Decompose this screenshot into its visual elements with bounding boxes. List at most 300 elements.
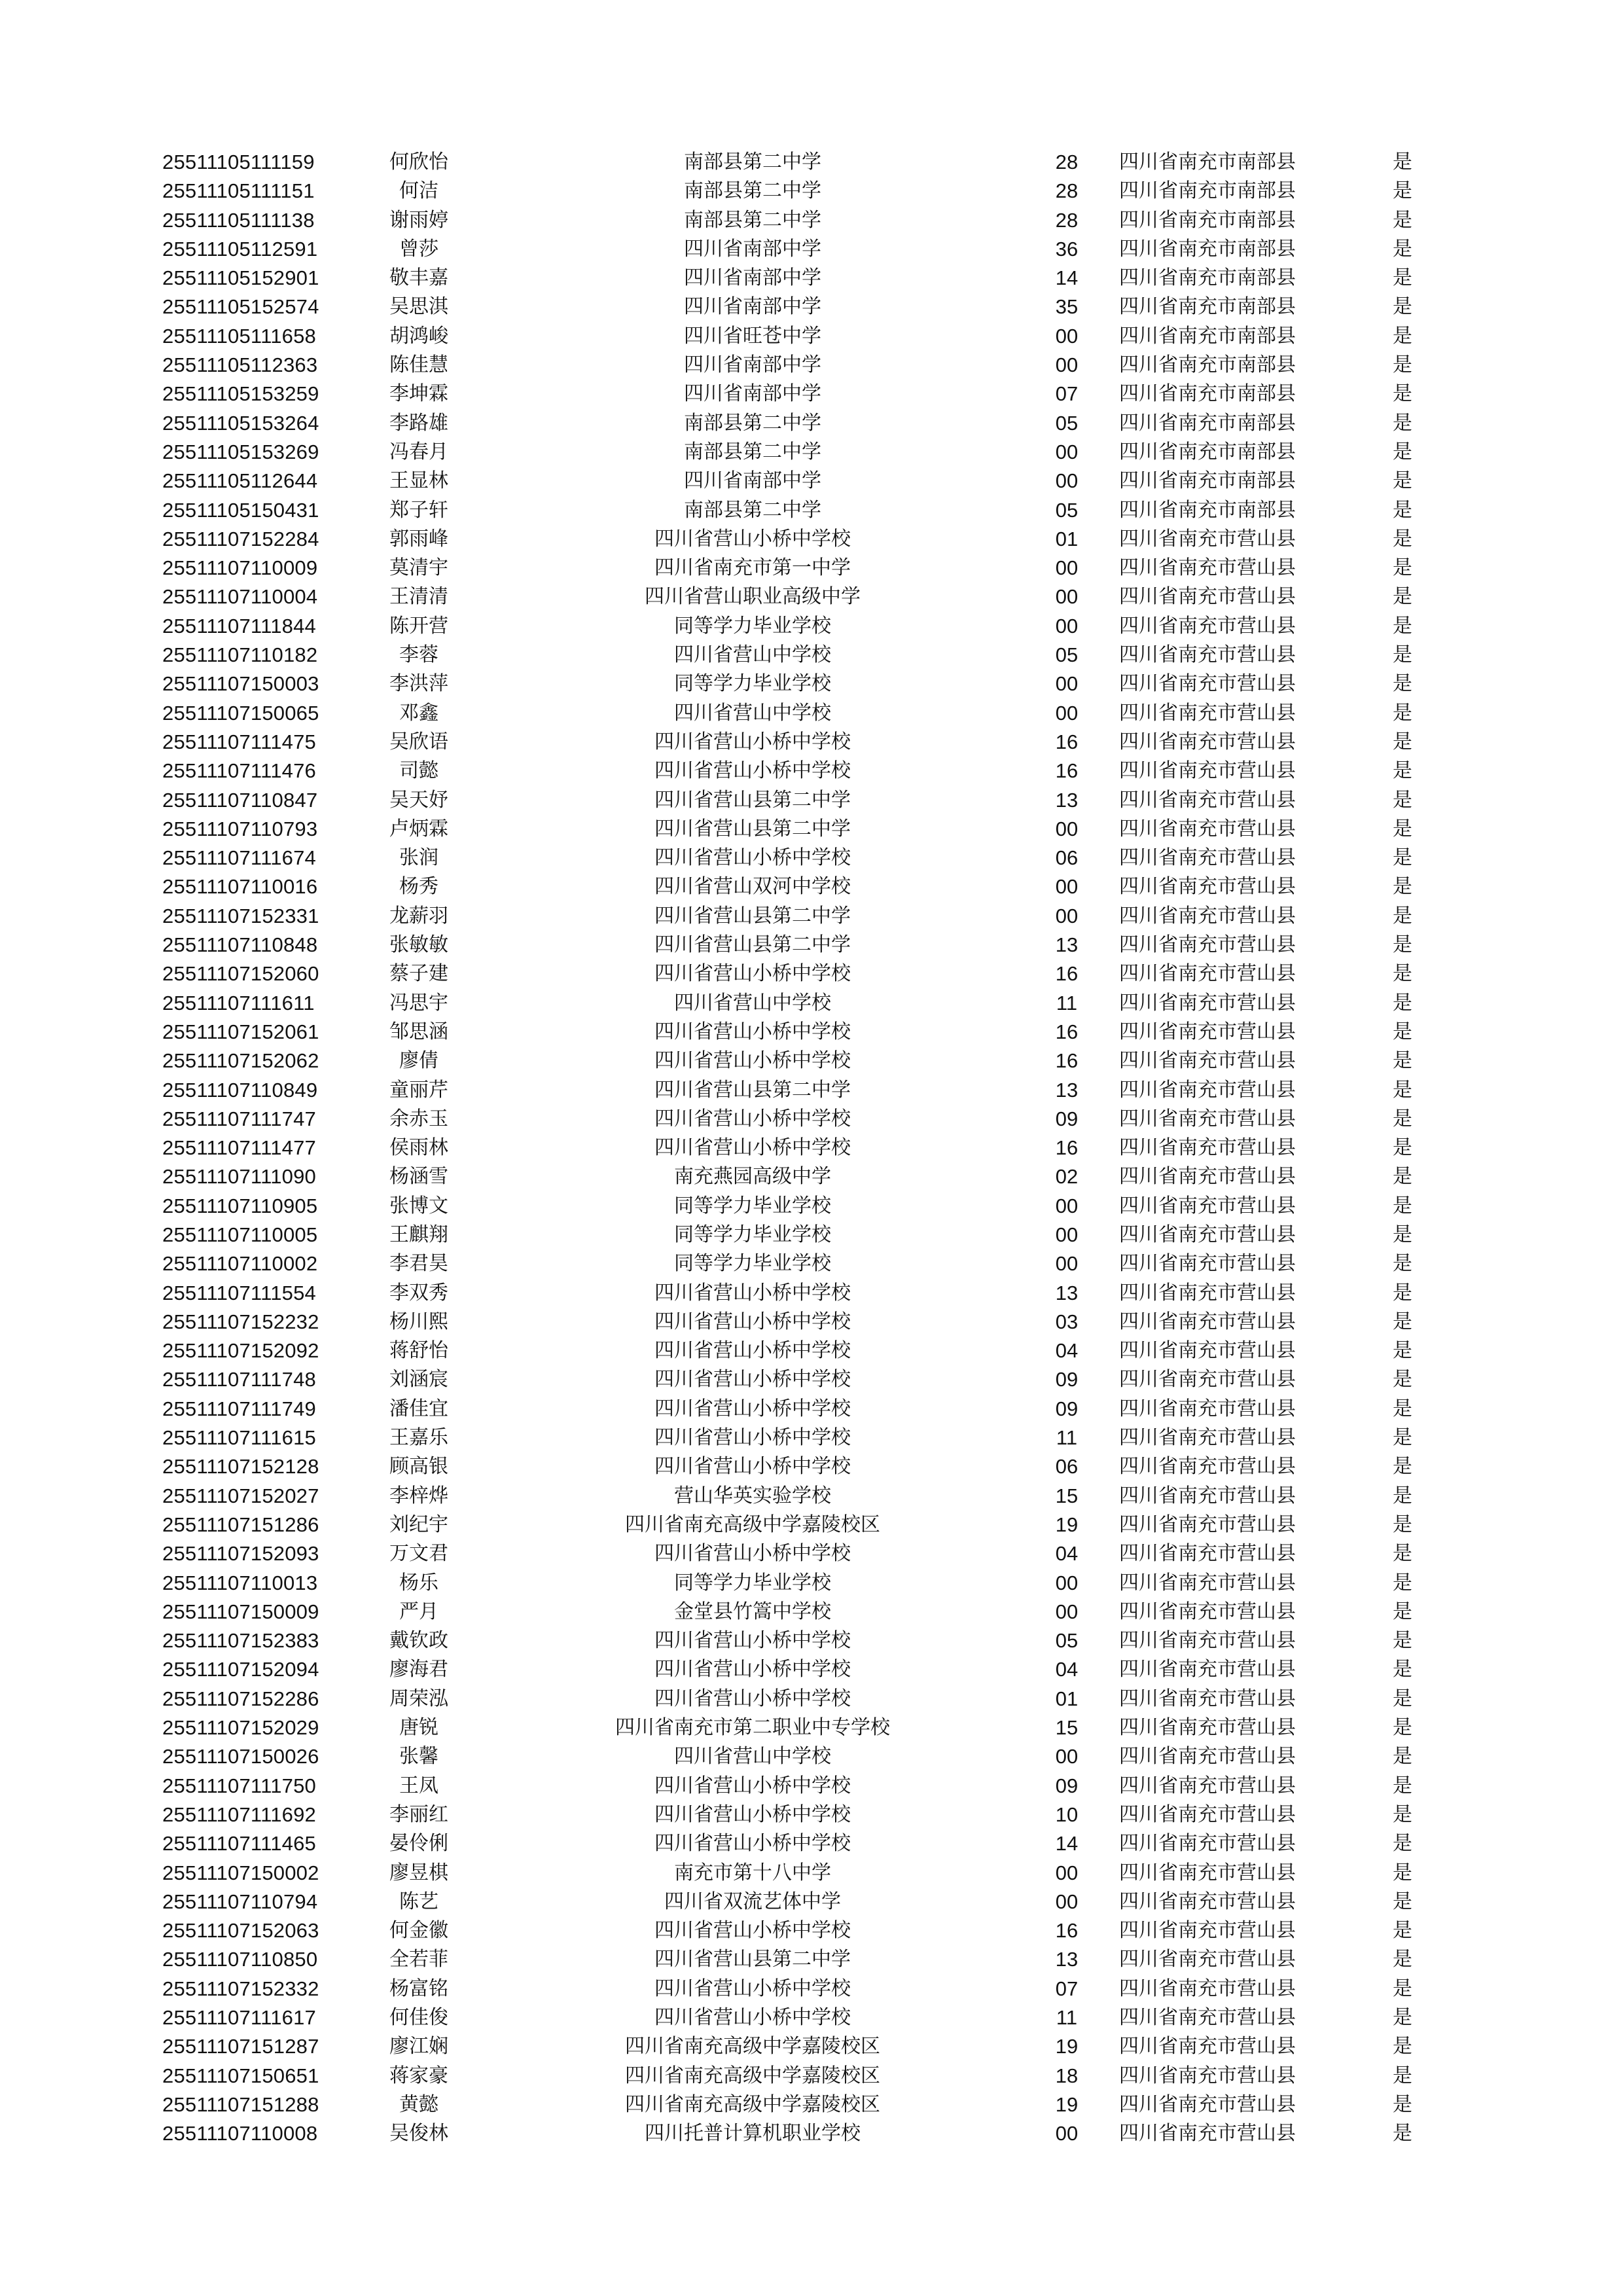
student-name: 余赤玉 — [389, 1107, 448, 1130]
class-code: 00 — [1055, 1861, 1079, 1884]
region: 四川省南充市营山县 — [1119, 730, 1296, 753]
student-name: 童丽芹 — [389, 1078, 448, 1102]
status-flag: 是 — [1393, 1049, 1412, 1073]
table-row — [0, 1336, 1623, 1365]
student-name: 唐锐 — [399, 1716, 438, 1740]
student-list — [0, 148, 1623, 2148]
status-flag: 是 — [1393, 208, 1412, 232]
status-flag: 是 — [1393, 1948, 1412, 1971]
class-code: 03 — [1055, 1310, 1079, 1333]
class-code: 09 — [1055, 1774, 1079, 1797]
status-flag: 是 — [1393, 817, 1412, 840]
exam-number: 25511107150003 — [162, 672, 319, 696]
class-code: 13 — [1055, 1948, 1079, 1971]
student-name: 侯雨林 — [389, 1136, 448, 1160]
school-name: 四川省营山小桥中学校 — [654, 1426, 851, 1450]
student-name: 全若菲 — [389, 1948, 448, 1971]
class-code: 36 — [1055, 237, 1079, 260]
student-name: 杨涵雪 — [389, 1165, 448, 1189]
school-name: 四川省营山中学校 — [674, 1745, 831, 1768]
class-code: 13 — [1055, 1281, 1079, 1304]
student-name: 周荣泓 — [389, 1687, 448, 1710]
class-code: 35 — [1055, 295, 1079, 319]
school-name: 四川省营山小桥中学校 — [654, 846, 851, 870]
student-name: 莫清宇 — [389, 556, 448, 580]
table-row — [0, 264, 1623, 293]
region: 四川省南充市南部县 — [1119, 440, 1296, 463]
exam-number: 25511105112644 — [162, 469, 318, 493]
status-flag: 是 — [1393, 1165, 1412, 1189]
class-code: 06 — [1055, 1455, 1079, 1479]
student-name: 张敏敏 — [389, 933, 448, 957]
school-name: 四川省营山中学校 — [674, 991, 831, 1014]
exam-number: 25511107111554 — [162, 1281, 316, 1304]
class-code: 07 — [1055, 382, 1079, 406]
region: 四川省南充市营山县 — [1119, 1716, 1296, 1740]
status-flag: 是 — [1393, 440, 1412, 463]
table-row — [0, 728, 1623, 757]
status-flag: 是 — [1393, 643, 1412, 667]
student-name: 郭雨峰 — [389, 527, 448, 550]
table-row — [0, 1742, 1623, 1771]
class-code: 01 — [1055, 1687, 1079, 1710]
region: 四川省南充市营山县 — [1119, 1484, 1296, 1507]
student-name: 张博文 — [389, 1194, 448, 1217]
class-code: 00 — [1055, 556, 1079, 580]
table-row — [0, 1713, 1623, 1742]
class-code: 00 — [1055, 353, 1079, 377]
table-row — [0, 1249, 1623, 1278]
exam-number: 25511105112591 — [162, 237, 318, 260]
student-name: 李路雄 — [389, 411, 448, 435]
school-name: 四川省营山中学校 — [674, 643, 831, 667]
student-name: 邓鑫 — [399, 701, 438, 725]
region: 四川省南充市营山县 — [1119, 1252, 1296, 1276]
status-flag: 是 — [1393, 1484, 1412, 1507]
school-name: 南部县第二中学 — [684, 498, 821, 522]
exam-number: 25511105111658 — [162, 324, 316, 348]
student-name: 龙薪羽 — [389, 904, 448, 927]
region: 四川省南充市南部县 — [1119, 151, 1296, 173]
student-name: 潘佳宜 — [389, 1397, 448, 1420]
student-name: 杨乐 — [399, 1571, 438, 1594]
region: 四川省南充市营山县 — [1119, 643, 1296, 667]
student-name: 廖海君 — [389, 1658, 448, 1681]
exam-number: 25511107152061 — [162, 1020, 319, 1043]
school-name: 四川省营山县第二中学 — [654, 788, 851, 812]
exam-number: 25511107110182 — [162, 643, 318, 667]
class-code: 04 — [1055, 1542, 1079, 1566]
exam-number: 25511107152029 — [162, 1716, 319, 1740]
table-row — [0, 1365, 1623, 1394]
school-name: 四川省营山小桥中学校 — [654, 1107, 851, 1130]
student-name: 刘纪宇 — [389, 1513, 448, 1536]
student-name: 陈开营 — [389, 614, 448, 637]
region: 四川省南充市营山县 — [1119, 2064, 1296, 2087]
class-code: 13 — [1055, 1078, 1079, 1102]
table-row — [0, 496, 1623, 525]
status-flag: 是 — [1393, 730, 1412, 753]
status-flag: 是 — [1393, 1078, 1412, 1102]
region: 四川省南充市营山县 — [1119, 1832, 1296, 1856]
class-code: 19 — [1055, 2035, 1079, 2058]
school-name: 四川省营山小桥中学校 — [654, 1919, 851, 1943]
exam-number: 25511107111475 — [162, 730, 316, 753]
status-flag: 是 — [1393, 556, 1412, 580]
table-row — [0, 989, 1623, 1018]
school-name: 南部县第二中学 — [684, 179, 821, 203]
school-name: 四川省营山县第二中学 — [654, 933, 851, 957]
region: 四川省南充市营山县 — [1119, 2006, 1296, 2029]
table-row — [0, 206, 1623, 235]
region: 四川省南充市营山县 — [1119, 962, 1296, 986]
student-name: 严月 — [399, 1600, 438, 1623]
student-name: 杨川熙 — [389, 1310, 448, 1333]
table-row — [0, 902, 1623, 931]
exam-number: 25511105152574 — [162, 295, 319, 319]
student-name: 顾高银 — [389, 1455, 448, 1479]
class-code: 11 — [1056, 2006, 1078, 2029]
region: 四川省南充市营山县 — [1119, 2092, 1296, 2116]
exam-number: 25511107110013 — [162, 1571, 318, 1594]
status-flag: 是 — [1393, 1571, 1412, 1594]
exam-number: 25511105153259 — [162, 382, 319, 406]
class-code: 16 — [1055, 962, 1079, 986]
region: 四川省南充市营山县 — [1119, 1281, 1296, 1304]
status-flag: 是 — [1393, 875, 1412, 899]
exam-number: 25511107152232 — [162, 1310, 319, 1333]
exam-number: 25511107150026 — [162, 1745, 319, 1768]
status-flag: 是 — [1393, 1136, 1412, 1160]
class-code: 11 — [1056, 1426, 1078, 1450]
region: 四川省南充市营山县 — [1119, 1861, 1296, 1884]
exam-number: 25511107110005 — [162, 1223, 318, 1246]
school-name: 四川省营山双河中学校 — [654, 875, 851, 899]
region: 四川省南充市营山县 — [1119, 1310, 1296, 1333]
region: 四川省南充市营山县 — [1119, 1049, 1296, 1073]
status-flag: 是 — [1393, 1542, 1412, 1566]
status-flag: 是 — [1393, 2006, 1412, 2029]
school-name: 四川省营山小桥中学校 — [654, 1542, 851, 1566]
exam-number: 25511107111692 — [162, 1803, 316, 1826]
status-flag: 是 — [1393, 1368, 1412, 1391]
school-name: 四川省南充市第一中学 — [654, 556, 851, 580]
region: 四川省南充市营山县 — [1119, 1339, 1296, 1363]
school-name: 四川省双流艺体中学 — [664, 1890, 841, 1913]
student-name: 张润 — [399, 846, 438, 870]
school-name: 四川托普计算机职业学校 — [645, 2122, 861, 2145]
region: 四川省南充市营山县 — [1119, 1803, 1296, 1826]
exam-number: 25511107111465 — [162, 1832, 316, 1856]
table-row — [0, 2062, 1623, 2090]
student-name: 吴思淇 — [389, 295, 448, 319]
table-row — [0, 1945, 1623, 1974]
region: 四川省南充市营山县 — [1119, 556, 1296, 580]
student-name: 杨秀 — [399, 875, 438, 899]
student-name: 何佳俊 — [389, 2006, 448, 2029]
table-row — [0, 525, 1623, 554]
school-name: 同等学力毕业学校 — [674, 672, 831, 696]
exam-number: 25511107111615 — [162, 1426, 316, 1450]
region: 四川省南充市营山县 — [1119, 1571, 1296, 1594]
class-code: 00 — [1055, 875, 1079, 899]
student-name: 黄懿 — [399, 2092, 438, 2116]
table-row — [0, 554, 1623, 583]
school-name: 四川省旺苍中学 — [684, 324, 821, 348]
exam-number: 25511107152094 — [162, 1658, 319, 1681]
status-flag: 是 — [1393, 527, 1412, 550]
status-flag: 是 — [1393, 151, 1412, 173]
exam-number: 25511107111674 — [162, 846, 316, 870]
status-flag: 是 — [1393, 2092, 1412, 2116]
school-name: 四川省营山小桥中学校 — [654, 730, 851, 753]
exam-number: 25511107110905 — [162, 1194, 318, 1217]
student-name: 敬丰嘉 — [389, 266, 448, 290]
status-flag: 是 — [1393, 788, 1412, 812]
status-flag: 是 — [1393, 672, 1412, 696]
class-code: 06 — [1055, 846, 1079, 870]
table-row — [0, 2119, 1623, 2148]
student-name: 王显林 — [389, 469, 448, 493]
student-name: 曾莎 — [399, 237, 438, 260]
table-row — [0, 1424, 1623, 1452]
table-row — [0, 1279, 1623, 1308]
region: 四川省南充市营山县 — [1119, 1629, 1296, 1653]
table-row — [0, 1018, 1623, 1047]
school-name: 四川省南部中学 — [684, 382, 821, 406]
class-code: 13 — [1055, 933, 1079, 957]
student-name: 蒋家豪 — [389, 2064, 448, 2087]
class-code: 00 — [1055, 469, 1079, 493]
table-row — [0, 1888, 1623, 1916]
class-code: 00 — [1055, 1890, 1079, 1913]
table-row — [0, 1829, 1623, 1858]
exam-number: 25511107111477 — [162, 1136, 316, 1160]
region: 四川省南充市营山县 — [1119, 1774, 1296, 1797]
exam-number: 25511107152060 — [162, 962, 319, 986]
exam-number: 25511107110016 — [162, 875, 318, 899]
region: 四川省南充市营山县 — [1119, 701, 1296, 725]
class-code: 04 — [1055, 1658, 1079, 1681]
exam-number: 25511107111617 — [162, 2006, 316, 2029]
exam-number: 25511107111747 — [162, 1107, 316, 1130]
school-name: 四川省营山小桥中学校 — [654, 1339, 851, 1363]
exam-number: 25511107152093 — [162, 1542, 319, 1566]
exam-number: 25511107111749 — [162, 1397, 316, 1420]
exam-number: 25511107110794 — [162, 1890, 318, 1913]
exam-number: 25511107152383 — [162, 1629, 319, 1653]
class-code: 14 — [1055, 266, 1079, 290]
table-row — [0, 844, 1623, 872]
region: 四川省南充市营山县 — [1119, 875, 1296, 899]
region: 四川省南充市营山县 — [1119, 1165, 1296, 1189]
class-code: 01 — [1055, 527, 1079, 550]
school-name: 四川省营山小桥中学校 — [654, 1832, 851, 1856]
class-code: 00 — [1055, 1745, 1079, 1768]
class-code: 16 — [1055, 730, 1079, 753]
status-flag: 是 — [1393, 962, 1412, 986]
status-flag: 是 — [1393, 1658, 1412, 1681]
school-name: 四川省营山中学校 — [674, 701, 831, 725]
student-name: 吴欣语 — [389, 730, 448, 753]
school-name: 四川省营山小桥中学校 — [654, 527, 851, 550]
student-name: 李梓烨 — [389, 1484, 448, 1507]
region: 四川省南充市营山县 — [1119, 2035, 1296, 2058]
exam-number: 25511107110793 — [162, 817, 318, 840]
status-flag: 是 — [1393, 1600, 1412, 1623]
region: 四川省南充市营山县 — [1119, 1020, 1296, 1043]
status-flag: 是 — [1393, 1687, 1412, 1710]
school-name: 四川省营山小桥中学校 — [654, 1049, 851, 1073]
exam-number: 25511105111138 — [162, 208, 315, 232]
class-code: 00 — [1055, 672, 1079, 696]
table-row — [0, 1221, 1623, 1249]
exam-number: 25511105152901 — [162, 266, 319, 290]
table-row — [0, 1511, 1623, 1539]
student-name: 谢雨婷 — [389, 208, 448, 232]
exam-number: 25511107110847 — [162, 788, 318, 812]
region: 四川省南充市营山县 — [1119, 846, 1296, 870]
table-row — [0, 148, 1623, 177]
exam-number: 25511107111090 — [162, 1165, 316, 1189]
student-name: 李丽红 — [389, 1803, 448, 1826]
region: 四川省南充市南部县 — [1119, 179, 1296, 203]
status-flag: 是 — [1393, 411, 1412, 435]
school-name: 四川省营山小桥中学校 — [654, 1687, 851, 1710]
school-name: 南部县第二中学 — [684, 151, 821, 173]
table-row — [0, 1308, 1623, 1336]
status-flag: 是 — [1393, 324, 1412, 348]
status-flag: 是 — [1393, 498, 1412, 522]
status-flag: 是 — [1393, 1861, 1412, 1884]
table-row — [0, 1192, 1623, 1221]
exam-number: 25511107111844 — [162, 614, 316, 637]
region: 四川省南充市营山县 — [1119, 2122, 1296, 2145]
class-code: 00 — [1055, 1600, 1079, 1623]
exam-number: 25511107110849 — [162, 1078, 318, 1102]
table-row — [0, 757, 1623, 785]
region: 四川省南充市营山县 — [1119, 1513, 1296, 1536]
school-name: 四川省营山小桥中学校 — [654, 1368, 851, 1391]
student-name: 冯春月 — [389, 440, 448, 463]
exam-number: 25511107110850 — [162, 1948, 318, 1971]
student-name: 刘涵宸 — [389, 1368, 448, 1391]
school-name: 同等学力毕业学校 — [674, 1252, 831, 1276]
class-code: 16 — [1055, 1919, 1079, 1943]
class-code: 28 — [1055, 151, 1079, 173]
exam-number: 25511107150065 — [162, 701, 319, 725]
status-flag: 是 — [1393, 1194, 1412, 1217]
student-name: 蔡子建 — [389, 962, 448, 986]
exam-number: 25511105153269 — [162, 440, 319, 463]
student-name: 何金徽 — [389, 1919, 448, 1943]
student-name: 李双秀 — [389, 1281, 448, 1304]
class-code: 14 — [1055, 1832, 1079, 1856]
exam-number: 25511107110848 — [162, 933, 318, 957]
region: 四川省南充市营山县 — [1119, 1977, 1296, 2000]
class-code: 19 — [1055, 2092, 1079, 2116]
status-flag: 是 — [1393, 237, 1412, 260]
exam-number: 25511107152286 — [162, 1687, 319, 1710]
class-code: 16 — [1055, 1020, 1079, 1043]
school-name: 同等学力毕业学校 — [674, 1223, 831, 1246]
exam-number: 25511107151287 — [162, 2035, 319, 2058]
school-name: 四川省营山县第二中学 — [654, 817, 851, 840]
exam-number: 25511107152063 — [162, 1919, 319, 1943]
school-name: 南充燕园高级中学 — [674, 1165, 831, 1189]
class-code: 00 — [1055, 324, 1079, 348]
student-name: 廖昱棋 — [389, 1861, 448, 1884]
table-row — [0, 177, 1623, 206]
status-flag: 是 — [1393, 1977, 1412, 2000]
status-flag: 是 — [1393, 1397, 1412, 1420]
status-flag: 是 — [1393, 1716, 1412, 1740]
school-name: 四川省营山小桥中学校 — [654, 1136, 851, 1160]
exam-number: 25511105112363 — [162, 353, 318, 377]
exam-number: 25511105153264 — [162, 411, 319, 435]
school-name: 四川省营山小桥中学校 — [654, 1774, 851, 1797]
school-name: 四川省营山县第二中学 — [654, 1078, 851, 1102]
region: 四川省南充市南部县 — [1119, 353, 1296, 377]
table-row — [0, 641, 1623, 670]
school-name: 四川省营山小桥中学校 — [654, 1310, 851, 1333]
status-flag: 是 — [1393, 2122, 1412, 2145]
class-code: 05 — [1055, 643, 1079, 667]
exam-number: 25511107150002 — [162, 1861, 319, 1884]
exam-number: 25511107110008 — [162, 2122, 318, 2145]
region: 四川省南充市南部县 — [1119, 237, 1296, 260]
region: 四川省南充市营山县 — [1119, 788, 1296, 812]
region: 四川省南充市南部县 — [1119, 469, 1296, 493]
exam-number: 25511107152092 — [162, 1339, 319, 1363]
student-name: 卢炳霖 — [389, 817, 448, 840]
student-name: 廖倩 — [399, 1049, 438, 1073]
status-flag: 是 — [1393, 614, 1412, 637]
exam-number: 25511107111748 — [162, 1368, 316, 1391]
table-row — [0, 2003, 1623, 2032]
student-name: 王凤 — [399, 1774, 438, 1797]
student-name: 吴俊林 — [389, 2122, 448, 2145]
school-name: 四川省南充高级中学嘉陵校区 — [625, 2035, 880, 2058]
school-name: 金堂县竹篙中学校 — [674, 1600, 831, 1623]
school-name: 四川省营山县第二中学 — [654, 904, 851, 927]
table-row — [0, 1482, 1623, 1511]
table-row — [0, 1801, 1623, 1829]
class-code: 00 — [1055, 1194, 1079, 1217]
status-flag: 是 — [1393, 1223, 1412, 1246]
status-flag: 是 — [1393, 179, 1412, 203]
school-name: 四川省营山职业高级中学 — [645, 585, 861, 609]
school-name: 四川省南充高级中学嘉陵校区 — [625, 1513, 880, 1536]
region: 四川省南充市营山县 — [1119, 585, 1296, 609]
region: 四川省南充市南部县 — [1119, 411, 1296, 435]
table-row — [0, 1047, 1623, 1075]
region: 四川省南充市营山县 — [1119, 1136, 1296, 1160]
class-code: 10 — [1055, 1803, 1079, 1826]
table-row — [0, 1134, 1623, 1162]
region: 四川省南充市营山县 — [1119, 1658, 1296, 1681]
status-flag: 是 — [1393, 904, 1412, 927]
exam-number: 25511107110009 — [162, 556, 318, 580]
class-code: 09 — [1055, 1397, 1079, 1420]
student-name: 王麒翔 — [389, 1223, 448, 1246]
school-name: 四川省南部中学 — [684, 295, 821, 319]
status-flag: 是 — [1393, 353, 1412, 377]
status-flag: 是 — [1393, 469, 1412, 493]
status-flag: 是 — [1393, 1513, 1412, 1536]
table-row — [0, 612, 1623, 641]
class-code: 18 — [1055, 2064, 1079, 2087]
